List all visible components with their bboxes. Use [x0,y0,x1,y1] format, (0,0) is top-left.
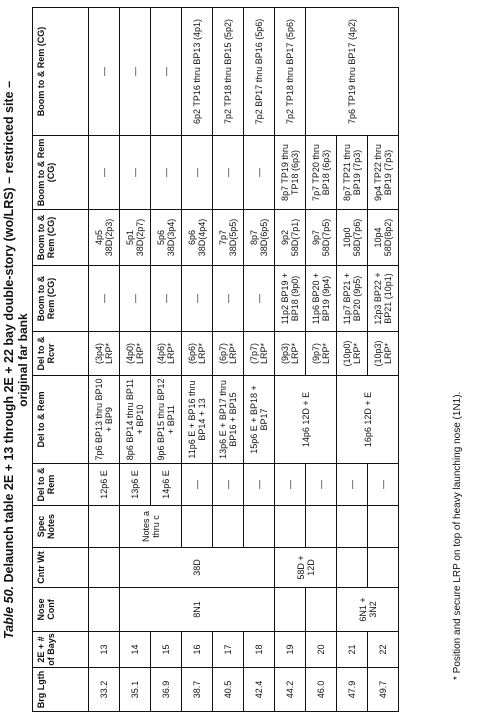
del-e-cell: 13p6 E [120,464,151,506]
del-rem-14p6: 14p6 12D + E [275,376,337,464]
boom-2-cell: 5p1 38D(2p7) [120,210,151,266]
bays-cell: 22 [368,632,399,668]
bays-cell: 13 [89,632,120,668]
boom-3-cell: 9p4 TP22 thru BP19 (7p3) [368,136,399,210]
header-row [33,8,89,712]
boom-1-cell: — [151,266,182,332]
delaunch-table [32,7,399,712]
table-title: Delaunch table 2E + 13 through 2E + 22 bay double-story (wo/LRS) – restricted site – [2,80,16,583]
boom-3-cell: — [244,136,275,210]
cntr-wt-58d: 58D + 12D [275,548,337,588]
del-rem-cell: 7p6 BP13 thru BP10 + BP9 [89,376,120,464]
boom-1-cell: — [244,266,275,332]
brg-lgth-cell: 36.9 [151,668,182,712]
del-rcvr-cell: (10p3) LRP* [368,332,399,376]
table-row [275,8,306,712]
spec-notes-cell [306,506,337,548]
del-e-cell: — [275,464,306,506]
boom-1-cell: 11p6 BP20 + BP19 (9p4) [306,266,337,332]
cntr-wt-cell [337,548,368,588]
header-del-to-rem-e: Del to & Rem [33,464,89,506]
boom-2-cell: 8p7 38D(6p5) [244,210,275,266]
boom-4-cell: — [120,8,151,136]
boom-1-cell: — [213,266,244,332]
boom-4-cell: — [151,8,182,136]
del-e-cell: — [337,464,368,506]
boom-2-cell: 9p7 58D(7p5) [306,210,337,266]
table-subtitle: original far bank [16,313,30,407]
nose-conf-6n1: 6N1 + 3N2 [337,588,399,632]
brg-lgth-cell: 42.4 [244,668,275,712]
table-row [89,8,120,712]
del-rcvr-cell: (7p7) LRP* [244,332,275,376]
del-rcvr-cell: (6p6) LRP* [182,332,213,376]
table-row [306,8,337,712]
boom-3-cell: — [182,136,213,210]
brg-lgth-cell: 49.7 [368,668,399,712]
bays-cell: 15 [151,632,182,668]
boom-3-cell: — [151,136,182,210]
del-e-cell: — [244,464,275,506]
brg-lgth-cell: 46.0 [306,668,337,712]
boom-4-7p6: 7p6 TP19 thru BP17 (4p2) [306,8,399,136]
spec-notes-cell [89,506,120,548]
bays-cell: 16 [182,632,213,668]
boom-1-cell: — [182,266,213,332]
del-e-cell: 14p6 E [151,464,182,506]
spec-notes-cell: Notes a thru c [120,506,182,548]
header-boom-1: Boom to & Rem (CG) [33,266,89,332]
boom-1-cell: — [89,266,120,332]
bays-cell: 19 [275,632,306,668]
header-spec-notes: Spec Notes [33,506,89,548]
nose-conf-8n1: 8N1 [120,588,275,632]
boom-3-cell: 8p7 TP21 thru BP19 (7p3) [337,136,368,210]
brg-lgth-cell: 40.5 [213,668,244,712]
nose-conf-cell [89,588,120,632]
brg-lgth-cell: 35.1 [120,668,151,712]
boom-3-cell: — [89,136,120,210]
boom-1-cell: 11p7 BP21 + BP20 (9p5) [337,266,368,332]
bays-cell: 14 [120,632,151,668]
del-e-cell: — [306,464,337,506]
boom-1-cell: — [120,266,151,332]
del-rem-cell: 8p6 BP14 thru BP11 + BP10 [120,376,151,464]
del-e-cell: 12p6 E [89,464,120,506]
boom-1-cell: 11p2 BP19 + BP18 (9p0) [275,266,306,332]
bays-cell: 18 [244,632,275,668]
del-rem-cell: 9p6 BP15 thru BP12 + BP11 [151,376,182,464]
boom-4-cell: 7p2 BP17 thru BP16 (5p6) [244,8,275,136]
boom-3-cell: 8p7 TP19 thru TP18 (6p3) [275,136,306,210]
boom-2-cell: 4p5 38D(2p3) [89,210,120,266]
boom-4-cell: — [89,8,120,136]
boom-1-cell: 12p3 BP22 + BP21 (10p1) [368,266,399,332]
del-rcvr-cell: (9p7) LRP* [306,332,337,376]
del-e-cell: — [182,464,213,506]
spec-notes-cell [213,506,244,548]
boom-4-cell: 6p2 TP16 thru BP13 (4p1) [182,8,213,136]
cntr-wt-cell [89,548,120,588]
del-e-cell: — [368,464,399,506]
header-cntr-wt: Cntr Wt [33,548,89,588]
table-label: Table 50. [2,585,16,640]
spec-notes-cell [337,506,368,548]
del-rcvr-cell: (4p0) LRP* [120,332,151,376]
brg-lgth-cell: 38.7 [182,668,213,712]
footnote: * Position and secure LRP on top of heavy launching nose (1N1). [452,391,463,680]
del-rcvr-cell: (3p4) LRP* [89,332,120,376]
del-rcvr-cell: (9p3) LRP* [275,332,306,376]
header-bays: 2E + # of Bays [33,632,89,668]
bays-cell: 20 [306,632,337,668]
brg-lgth-cell: 33.2 [89,668,120,712]
spec-notes-cell [368,506,399,548]
spec-notes-cell [244,506,275,548]
boom-2-cell: 10p0 58D(7p6) [337,210,368,266]
boom-3-cell: — [120,136,151,210]
header-del-to-rcvr: Del to & Rcvr [33,332,89,376]
cntr-wt-38d: 38D [120,548,275,588]
del-rem-cell: 13p6 E + BP17 thru BP16 + BP15 [213,376,244,464]
brg-lgth-cell: 44.2 [275,668,306,712]
del-rcvr-cell: (4p6) LRP* [151,332,182,376]
header-del-to-rem: Del to & Rem [33,376,89,464]
bays-cell: 17 [213,632,244,668]
header-brg-lgth: Brg Lgth [33,668,89,712]
boom-2-cell: 10p4 58D(8p2) [368,210,399,266]
header-boom-3: Boom to & Rem (CG) [33,136,89,210]
del-rem-cell: 11p6 E + BP16 thru BP14 + 13 [182,376,213,464]
del-rem-16p6: 16p6 12D + E [337,376,399,464]
boom-4-cell: 7p2 TP18 thru BP15 (5p2) [213,8,244,136]
header-nose-conf: Nose Conf [33,588,89,632]
bays-cell: 21 [337,632,368,668]
boom-2-cell: 5p6 38D(3p4) [151,210,182,266]
header-boom-4: Boom to & Rem (CG) [33,8,89,136]
boom-2-cell: 6p6 38D(4p4) [182,210,213,266]
boom-3-cell: 7p7 TP20 thru BP18 (6p3) [306,136,337,210]
spec-notes-cell [275,506,306,548]
spec-notes-cell [182,506,213,548]
del-e-cell: — [213,464,244,506]
cntr-wt-cell [368,548,399,588]
del-rem-cell: 15p6 E + BP18 + BP17 [244,376,275,464]
del-rcvr-cell: (10p0) LRP* [337,332,368,376]
nose-conf-cell [275,588,306,632]
del-rcvr-cell: (6p7) LRP* [213,332,244,376]
brg-lgth-cell: 47.9 [337,668,368,712]
boom-4-cell: 7p2 TP18 thru BP17 (5p6) [275,8,306,136]
boom-2-cell: 9p2 58D(7p1) [275,210,306,266]
boom-3-cell: — [213,136,244,210]
table-caption [2,8,30,712]
header-boom-2: Boom to & Rem (CG) [33,210,89,266]
boom-2-cell: 7p7 38D(5p5) [213,210,244,266]
table-row [120,8,151,712]
nose-conf-cell [306,588,337,632]
